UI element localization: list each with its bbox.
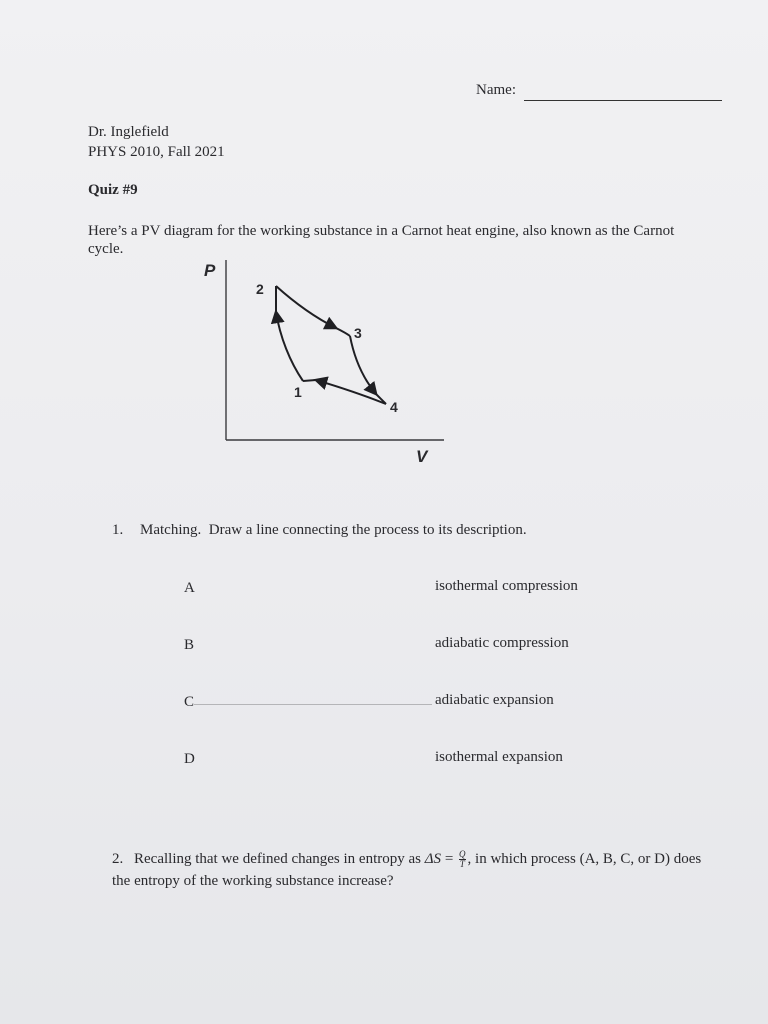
faint-pencil-line [194,704,432,705]
process-2-3 [276,286,336,328]
question-2-number: 2. [112,851,124,867]
process-1a [303,380,316,381]
match-letter-c: C [184,694,195,710]
process-3-4 [350,336,376,394]
point-label-4: 4 [390,399,398,415]
match-letter-a: A [184,580,195,596]
fraction-denominator: T [459,859,465,870]
question-1-text: Matching. Draw a line connecting the process to its description. [140,522,527,538]
match-desc-isothermal-compression: isothermal compression [435,578,578,594]
process-3a [336,328,350,336]
question-2-text-before: Recalling that we defined changes in entropy as [134,851,425,867]
match-letter-b: B [184,637,195,653]
point-label-3: 3 [354,325,362,341]
p-axis-label: P [204,261,216,280]
question-1-number: 1. [112,522,124,538]
delta-s-symbol: ΔS [424,851,442,867]
match-letter-d: D [184,751,195,767]
process-1-2 [276,312,303,381]
match-desc-adiabatic-compression: adiabatic compression [435,635,569,651]
question-2-text-after: , in which process (A, B, C, or D) does the entropy of the working substance increase? [112,851,702,889]
question-1 [112,522,527,539]
point-label-1: 1 [294,384,302,400]
fraction-numerator: Q [459,849,466,860]
v-axis-label: V [416,447,428,466]
name-label: Name: [476,82,516,98]
intro-paragraph: Here’s a PV diagram for the working substance in a Carnot heat engine, also known as the Carnot cycle. [88,223,675,257]
course-info: PHYS 2010, Fall 2021 [88,144,225,160]
point-label-2: 2 [256,281,264,297]
name-blank-line [524,100,722,101]
question-2 [112,848,722,892]
pv-diagram [196,252,456,472]
match-desc-isothermal-expansion: isothermal expansion [435,749,563,765]
instructor-name: Dr. Inglefield [88,124,169,140]
equals-sign: = [441,851,458,867]
match-desc-adiabatic-expansion: adiabatic expansion [435,692,554,708]
quiz-title: Quiz #9 [88,182,138,198]
q-over-t-fraction [459,850,466,869]
